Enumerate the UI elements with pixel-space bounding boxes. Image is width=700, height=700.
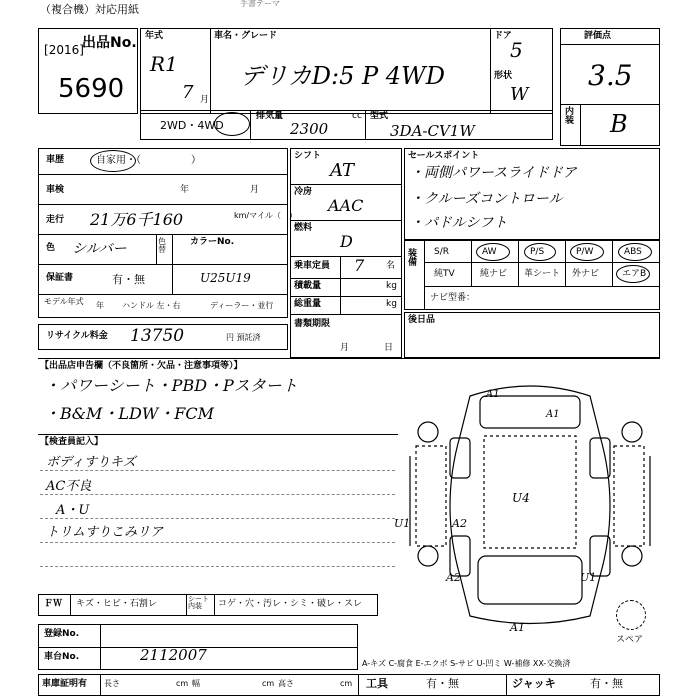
sales-point-2: ・パドルシフト [410,215,508,231]
month-value: 7 [182,82,194,103]
drive-circle [214,112,250,136]
sales-points-label: セールスポイント [408,151,480,161]
jack-label: ジャッキ [512,677,556,690]
frame-value: 2112007 [140,646,207,664]
equip-tv: 純TV [434,269,455,279]
equip-pw: P/W [576,247,594,257]
frame-label: 車台No. [44,652,80,662]
equip-ext-navi: 外ナビ [572,269,600,279]
cert-width: 幅 [192,679,200,688]
mileage-unit: km/マイル（ ） [234,211,297,220]
spare-tire-icon [616,600,646,630]
tool-value: 有・無 [426,677,459,690]
equip-aw: AW [482,247,497,257]
damage-mark-2: A2 [452,517,467,530]
warranty-label: 保証書 [46,273,74,283]
equip-leather: 革シート [524,269,561,279]
model-year-value: 年 [96,301,104,310]
color-label: 色 [46,243,56,253]
color-no-label: カラーNo. [190,237,235,247]
capacity-unit-0: 名 [386,261,396,271]
capacity-unit-1: kg [386,281,397,291]
equip-airbag: エアB [622,269,647,279]
grade-label: 評価点 [584,31,612,41]
inspection-year: 年 [180,185,190,195]
equip-navi: 純ナビ [480,269,508,279]
navi-label: ナビ型番： [430,293,476,303]
cert-label: 車庫証明有 [42,679,88,689]
equip-pw-circle [570,243,604,261]
interior-label: 内装 [565,107,575,126]
equip-sr: S/R [434,247,449,257]
seller-notes-label: 【出品店申告欄（不良箇所・欠品・注意事項等）】 [40,361,243,371]
fuel-value: D [340,232,353,251]
recycle-value: 13750 [130,326,185,346]
damage-mark-3: U1 [394,517,411,530]
model-label: 型式 [370,111,389,121]
fw-value: キズ・ヒビ・石割レ [76,599,157,609]
capacity-value-0: 7 [354,256,365,275]
drive-label: 2WD・4WD [160,119,224,132]
damage-mark-1: A1 [546,409,560,420]
recycle-label: リサイクル料金 [46,331,108,341]
seat-value: コゲ・穴・汚レ・シミ・破レ・スレ [218,599,363,609]
lot-year: [2016] [44,43,84,57]
aircon-label: 冷房 [294,187,313,197]
cert-height: 高さ [278,679,294,688]
displacement-value: 2300 [290,120,329,138]
seller-note-1: ・B&M・LDW・FCM [44,404,215,423]
history-value: 自家用・（ ） [96,155,201,166]
dealer-label: ディーラー・並行 [210,301,274,310]
capacity-label-2: 総重量 [294,299,322,309]
inspector-note-1: AC不良 [46,479,92,494]
damage-mark-4: U1 [580,571,597,584]
shape-label: 形状 [494,71,513,81]
inspector-note-3: トリムすりこみリア [46,525,164,540]
capacity-label-0: 乗車定員 [294,261,331,271]
shift-label: シフト [294,151,322,161]
inspector-note-0: ボディすりキズ [46,455,136,470]
cert-width-unit: cm [262,679,275,688]
inspector-note-2: A・U [56,503,90,518]
mileage-value: 21万6千160 [90,210,184,229]
capacity-unit-2: kg [386,299,397,309]
damage-mark-7: A1 [510,621,525,634]
damage-legend: A-キズ C-腐食 E-エクボ S-サビ U-凹ミ W-補修 XX-交換済 [362,659,571,668]
registration-month: 月 [340,343,350,353]
equip-abs: ABS [624,247,642,257]
form-header: （複合機）対応用紙 [40,3,139,16]
spare-label: スペア [616,635,644,645]
grade-score: 3.5 [588,59,633,92]
equip-ps-circle [524,243,556,261]
shift-value: AT [330,160,355,181]
year-value: R1 [150,52,178,76]
color-value: シルバー [72,241,127,257]
shape-value: W [510,84,529,105]
name-label: 車名・グレード [214,31,278,41]
recycle-unit: 円 預託済 [226,333,261,342]
lot-number: 5690 [58,74,125,104]
registration-day: 日 [384,343,394,353]
handle-label: ハンドル 左・右 [122,301,181,310]
capacity-label-1: 積載量 [294,281,322,291]
model-year-label: モデル年式 [44,297,84,306]
inspection-month: 月 [250,185,260,195]
history-label: 車歴 [46,155,65,165]
displacement-unit: cc [352,111,362,121]
cert-height-unit: cm [340,679,353,688]
reg-label: 登録No. [44,629,80,639]
equip-airbag-circle [616,265,650,283]
year-label: 年式 [145,31,164,41]
fuel-label: 燃料 [294,223,313,233]
door-value: 5 [510,38,523,62]
equip-ps: P/S [530,247,545,257]
warranty-value: 有・無 [112,273,145,286]
color-no-value: U25U19 [200,271,251,285]
equipment-label: 装備 [408,249,418,268]
seat-label: シート内装 [188,595,209,610]
damage-mark-6: A2 [446,571,461,584]
damage-mark-0: A1 [486,389,500,400]
history-circle [90,150,136,172]
door-label: ドア [494,31,512,41]
displacement-label: 排気量 [256,111,284,121]
cert-length-unit: cm [176,679,189,688]
tool-label: 工具 [366,677,388,690]
rear-label: 後日品 [408,315,436,325]
aircon-value: AAC [328,196,364,215]
mileage-label: 走行 [46,215,65,225]
cert-length: 長さ [104,679,120,688]
month-unit: 月 [200,95,210,105]
color-change: 色替 [158,237,166,254]
seller-note-0: ・パワーシート・PBD・Pスタート [44,376,298,395]
rear-box [404,312,660,358]
name-value: デリカD:5 P 4WD [240,62,445,90]
car-damage-diagram [400,376,660,636]
lot-label: 出品No. [82,35,137,51]
header-cutoff: 手書テーマ [240,0,280,8]
sales-point-1: ・クルーズコントロール [410,191,563,207]
jack-value: 有・無 [590,677,623,690]
inspection-label: 車検 [46,185,65,195]
equip-aw-circle [476,243,510,261]
registration-label: 書類期限 [294,319,331,329]
fw-label: ＦＷ [44,599,63,609]
inspector-label: 【検査員記入】 [40,437,104,447]
interior-value: B [610,110,628,138]
equip-abs-circle [618,243,652,261]
sales-point-0: ・両側パワースライドドア [410,165,577,181]
damage-mark-5: U4 [512,491,530,505]
model-value: 3DA-CV1W [390,122,475,140]
